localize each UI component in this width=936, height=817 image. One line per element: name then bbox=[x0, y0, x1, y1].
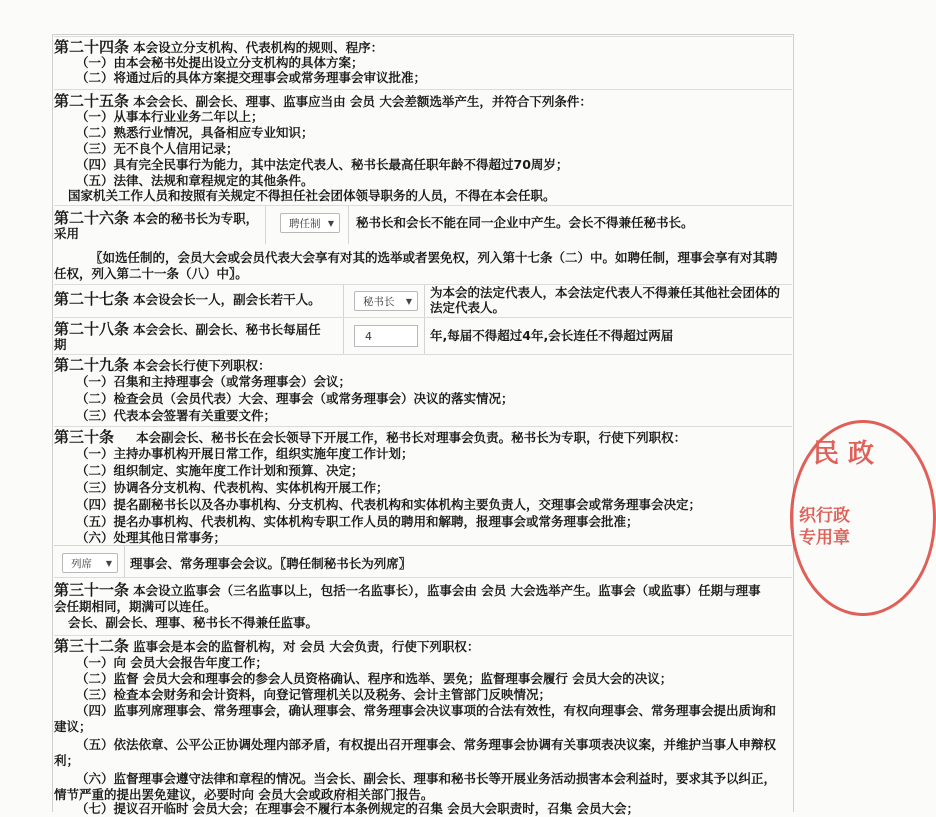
article-25-heading: 第二十五条 bbox=[54, 92, 130, 110]
article-31-line-2: 会任期相同，期满可以连任。 bbox=[54, 599, 217, 614]
article-25-note: 国家机关工作人员和按照有关规定不得担任社会团体领导职务的人员，不得在本会任职。 bbox=[68, 188, 556, 203]
article-25-item-5: （五）法律、法规和章程规定的其他条件。 bbox=[76, 173, 314, 188]
article-30-item-4: （四）提名副秘书长以及各办事机构、分支机构、代表机构和实体机构主要负责人，交理事会或常务理事会决定； bbox=[76, 497, 702, 512]
article-29 bbox=[54, 354, 792, 427]
legal-representative-select[interactable] bbox=[354, 291, 418, 311]
article-29-item-2: （二）检查会员（会员代表）大会、理事会（或常务理事会）决议的落实情况； bbox=[76, 391, 514, 406]
article-30-item-6: （六）处理其他日常事务； bbox=[76, 530, 227, 545]
article-30 bbox=[54, 426, 792, 577]
article-26-note-2: 任权，列入第二十一条（八）中〗。 bbox=[54, 266, 248, 281]
article-32-item-5: （五）依法依章、公平公正协调处理内部矛盾，有权提出召开理事会、常务理事会协调有关事项表决议案，并维护当事人申辩权 bbox=[76, 737, 777, 752]
article-26-heading: 第二十六条 bbox=[54, 209, 130, 227]
appointment-type-select[interactable] bbox=[280, 213, 340, 233]
article-31-line-3: 会长、副会长、理事、秘书长不得兼任监事。 bbox=[68, 615, 319, 630]
article-28-title-cont: 期 bbox=[54, 337, 67, 352]
article-28 bbox=[54, 317, 792, 354]
article-32 bbox=[54, 635, 792, 816]
article-24-title: 本会设立分支机构、代表机构的规则、程序： bbox=[133, 40, 384, 55]
article-27-tail-1: 为本会的法定代表人，本会法定代表人不得兼任其他社会团体的 bbox=[430, 285, 781, 300]
article-32-item-6-cont: 情节严重的提出罢免建议，必要时向 会员大会或政府相关部门报告。 bbox=[54, 787, 434, 802]
stamp-text-1: 织行政 bbox=[799, 506, 850, 526]
article-32-item-6: （六）监督理事会遵守法律和章程的情况。当会长、副会长、理事和秘书长等开展业务活动损害本会利益时，要求其予以纠正， bbox=[76, 771, 777, 786]
chevron-down-icon: ▼ bbox=[327, 219, 334, 228]
article-26-tail: 秘书长和会长不能在同一企业中产生。会长不得兼任秘书长。 bbox=[356, 215, 694, 230]
article-32-item-7: （七）提议召开临时 会员大会；在理事会不履行本条例规定的召集 会员大会职责时，召集 会员大会； bbox=[76, 801, 640, 816]
article-31-line-1: 本会设立监事会（三名监事以上，包括一名监事长），监事会由 会员 大会选举产生。监事会（或监事）任期与理事 bbox=[133, 583, 761, 598]
article-25-item-4: （四）具有完全民事行为能力，其中法定代表人、秘书长最高任职年龄不得超过70周岁； bbox=[76, 157, 569, 172]
article-28-heading: 第二十八条 bbox=[54, 320, 130, 338]
article-24-item-2: （二）将通过后的具体方案提交理事会或常务理事会审议批准； bbox=[76, 70, 427, 85]
article-27 bbox=[54, 284, 792, 317]
article-30-title: 本会副会长、秘书长在会长领导下开展工作，秘书长对理事会负责。秘书长为专职，行使下列职权： bbox=[136, 430, 687, 445]
article-27-title: 本会设会长一人，副会长若干人。 bbox=[133, 292, 321, 307]
attendance-select[interactable] bbox=[62, 553, 118, 573]
article-31-heading: 第三十一条 bbox=[54, 581, 130, 599]
article-27-heading: 第二十七条 bbox=[54, 290, 130, 308]
article-28-title: 本会会长、副会长、秘书长每届任 bbox=[133, 322, 321, 337]
article-25 bbox=[54, 89, 792, 205]
article-32-item-4: （四）监事列席理事会、常务理事会，确认理事会、常务理事会决议事项的合法有效性，有权向理事会、常务理事会提出质询和 bbox=[76, 703, 777, 718]
article-25-item-3: （三）无不良个人信用记录； bbox=[76, 141, 239, 156]
article-32-item-2: （二）监督 会员大会和理事会的参会人员资格确认、程序和选举、罢免；监督理事会履行 会员大会的决议； bbox=[76, 671, 673, 686]
article-29-item-1: （一）召集和主持理事会（或常务理事会）会议； bbox=[76, 374, 352, 389]
article-30-heading: 第三十条 bbox=[54, 428, 115, 446]
article-30-item-5: （五）提名办事机构、代表机构、实体机构专职工作人员的聘用和解聘，报理事会或常务理事会批准； bbox=[76, 514, 639, 529]
article-30-item-2: （二）组织制定、实施年度工作计划和预算、决定； bbox=[76, 463, 364, 478]
article-25-item-2: （二）熟悉行业情况，具备相应专业知识； bbox=[76, 125, 314, 140]
article-25-item-1: （一）从事本行业业务二年以上； bbox=[76, 109, 264, 124]
article-26-title: 本会的秘书长为专职， bbox=[133, 211, 259, 226]
article-26 bbox=[54, 205, 792, 286]
term-years-input[interactable]: 4 bbox=[354, 325, 418, 347]
stamp-top-text: 民 政 bbox=[813, 439, 875, 469]
stamp-text-2: 专用章 bbox=[799, 528, 850, 548]
article-32-item-1: （一）向 会员大会报告年度工作； bbox=[76, 655, 268, 670]
article-30-item-1: （一）主持办事机构开展日常工作，组织实施年度工作计划； bbox=[76, 446, 414, 461]
article-29-heading: 第二十九条 bbox=[54, 356, 130, 374]
article-24-item-1: （一）由本会秘书处提出设立分支机构的具体方案； bbox=[76, 55, 364, 70]
article-31 bbox=[54, 577, 792, 635]
article-29-item-3: （三）代表本会签署有关重要文件； bbox=[76, 408, 277, 423]
article-32-heading: 第三十二条 bbox=[54, 637, 130, 655]
article-32-item-4-cont: 建议； bbox=[54, 719, 92, 734]
article-26-note-1: 〖如选任制的，会员大会或会员代表大会享有对其的选举或者罢免权，列入第十七条（二）中。如聘任制，理事会享有对其聘 bbox=[90, 250, 778, 265]
article-25-title: 本会会长、副会长、理事、监事应当由 会员 大会差额选举产生，并符合下列条件： bbox=[133, 94, 592, 109]
article-27-tail-2: 法定代表人。 bbox=[430, 300, 506, 315]
article-24 bbox=[54, 36, 792, 89]
article-24-heading: 第二十四条 bbox=[54, 38, 130, 56]
article-32-item-3: （三）检查本会财务和会计资料，向登记管理机关以及税务、会计主管部门反映情况； bbox=[76, 687, 552, 702]
article-29-title: 本会会长行使下列职权： bbox=[133, 358, 271, 373]
article-28-tail: 年,每届不得超过4年,会长连任不得超过两届 bbox=[430, 328, 674, 343]
article-30-item-3: （三）协调各分支机构、代表机构、实体机构开展工作； bbox=[76, 480, 389, 495]
chevron-down-icon: ▼ bbox=[405, 297, 412, 306]
article-26-title-cont: 采用 bbox=[54, 226, 80, 241]
article-32-title: 监事会是本会的监督机构，对 会员 大会负责，行使下列职权： bbox=[133, 639, 480, 654]
article-30-tail: 理事会、常务理事会会议。〖聘任制秘书长为列席〗 bbox=[130, 556, 412, 571]
official-seal-stamp bbox=[790, 420, 936, 616]
legal-representative-value: 秘书长 bbox=[363, 296, 395, 308]
chevron-down-icon: ▼ bbox=[105, 559, 112, 568]
article-32-item-5-cont: 利； bbox=[54, 753, 80, 768]
appointment-type-value: 聘任制 bbox=[289, 218, 321, 230]
attendance-value: 列席 bbox=[71, 558, 92, 570]
